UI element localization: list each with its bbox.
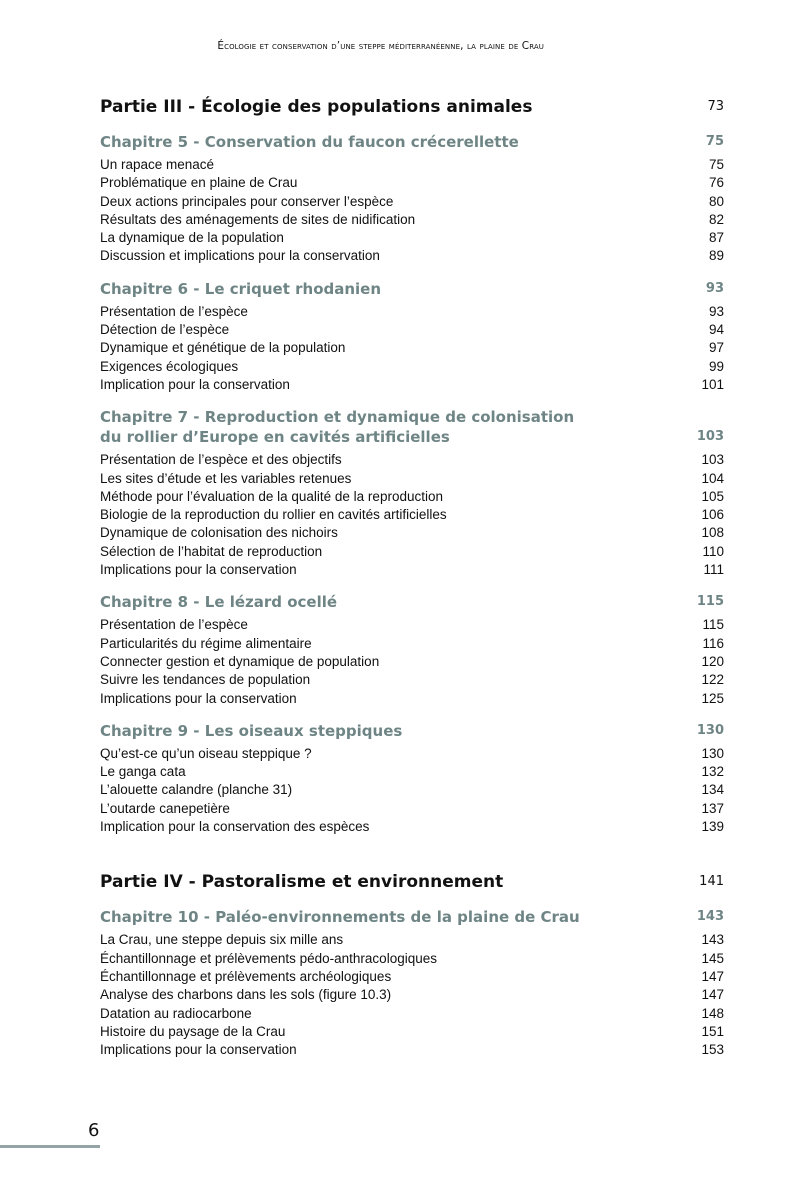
entry-page: 97 (708, 340, 724, 356)
entry-page: 82 (708, 211, 724, 227)
toc-entry[interactable] (100, 156, 724, 174)
entry-page: 75 (708, 157, 724, 172)
part-heading[interactable] (100, 870, 724, 894)
entry-label: Exigences écologiques (100, 358, 239, 374)
entry-page: 115 (702, 617, 724, 633)
entry-label: Connecter gestion et dynamique de population (100, 653, 380, 669)
toc-entry[interactable] (100, 1023, 724, 1041)
toc-entry[interactable] (100, 488, 724, 506)
entry-label: Problématique en plaine de Crau (100, 175, 298, 191)
toc-entry[interactable] (100, 321, 724, 339)
entry-label: Particularités du régime alimentaire (100, 635, 312, 651)
entry-label: Datation au radiocarbone (100, 1005, 252, 1021)
toc-entry[interactable] (100, 931, 724, 949)
chapter-page: 130 (696, 722, 724, 738)
chapter-heading[interactable] (100, 407, 724, 447)
entry-page: 130 (701, 745, 724, 761)
part-page: 73 (707, 99, 724, 114)
toc-entry[interactable] (100, 950, 724, 968)
entry-label: Le ganga cata (100, 764, 186, 780)
entry-label: Biologie de la reproduction du rollier en cavités artificielles (100, 507, 447, 523)
chapter-page: 143 (696, 909, 724, 925)
entry-label: Méthode pour l’évaluation de la qualité de la reproduction (100, 488, 443, 504)
chapter-heading[interactable] (100, 132, 724, 152)
entry-label: Sélection de l’habitat de reproduction (100, 543, 323, 559)
entry-page: 153 (701, 1042, 724, 1058)
entry-page: 103 (701, 452, 724, 468)
toc-entry[interactable] (100, 781, 724, 799)
running-head: Écologie et conservation d’une steppe méditerranéenne, la plaine de Crau (217, 40, 544, 52)
entry-page: 106 (701, 507, 724, 523)
toc-entry[interactable] (100, 745, 724, 763)
toc-entry[interactable] (100, 193, 724, 211)
toc-entry[interactable] (100, 986, 724, 1004)
chapter-title-line: Chapitre 5 - Conservation du faucon crécerellette (100, 133, 519, 151)
entry-label: Échantillonnage et prélèvements archéologiques (100, 968, 392, 984)
entry-page: 94 (708, 322, 724, 338)
table-of-contents (100, 95, 724, 1059)
entry-label: Implications pour la conservation (100, 690, 297, 706)
entry-page: 87 (708, 230, 724, 246)
toc-entry[interactable] (100, 543, 724, 561)
entry-page: 137 (701, 800, 724, 816)
entry-label: Implications pour la conservation (100, 562, 297, 578)
part-page: 141 (699, 874, 724, 890)
chapter-title-line: Chapitre 10 - Paléo-environnements de la plaine de Crau (100, 908, 580, 927)
entry-label: Résultats des aménagements de sites de nidification (100, 211, 416, 227)
chapter-page: 115 (696, 594, 724, 610)
entry-label: La Crau, une steppe depuis six mille ans (100, 932, 344, 948)
toc-entry[interactable] (100, 451, 724, 469)
toc-entry[interactable] (100, 211, 724, 229)
entry-label: Présentation de l’espèce (100, 303, 248, 319)
toc-entry[interactable] (100, 1005, 724, 1023)
entry-page: 134 (701, 782, 724, 798)
entry-label: Dynamique et génétique de la population (100, 340, 346, 356)
toc-entry[interactable] (100, 968, 724, 986)
entry-page: 139 (701, 819, 724, 835)
part-title: Partie IV - Pastoralisme et environnement (100, 872, 504, 893)
part-title: Partie III - Écologie des populations animales (100, 97, 533, 117)
entry-label: Implications pour la conservation (100, 1042, 297, 1058)
page-number: 6 (88, 1120, 100, 1141)
entry-page: 99 (708, 358, 724, 374)
entry-page: 104 (701, 470, 724, 486)
entry-page: 80 (708, 193, 724, 209)
entry-label: Discussion et implications pour la conservation (100, 248, 380, 264)
toc-entry[interactable] (100, 376, 724, 394)
chapter-page: 103 (696, 429, 724, 445)
chapter-heading[interactable] (100, 592, 724, 612)
entry-page: 105 (701, 488, 724, 504)
toc-entry[interactable] (100, 174, 724, 192)
entry-label: Implication pour la conservation des espèces (100, 819, 370, 835)
entry-label: Analyse des charbons dans les sols (figure 10.3) (100, 987, 392, 1003)
toc-entry[interactable] (100, 616, 724, 634)
entry-page: 151 (701, 1023, 724, 1039)
toc-entry[interactable] (100, 229, 724, 247)
toc-entry[interactable] (100, 524, 724, 542)
entry-page: 108 (701, 525, 724, 541)
entry-label: L’outarde canepetière (100, 800, 230, 816)
toc-entry[interactable] (100, 763, 724, 781)
entry-label: Qu’est-ce qu’un oiseau steppique ? (100, 745, 312, 761)
chapter-title-line: Chapitre 9 - Les oiseaux steppiques (100, 721, 403, 740)
entry-label: Présentation de l’espèce (100, 617, 248, 633)
entry-label: Dynamique de colonisation des nichoirs (100, 525, 338, 541)
entry-label: Un rapace menacé (100, 157, 215, 172)
entry-page: 125 (701, 690, 724, 706)
toc-entry[interactable] (100, 800, 724, 818)
entry-label: Histoire du paysage de la Crau (100, 1023, 286, 1039)
part-heading[interactable] (100, 95, 724, 119)
chapter-title (100, 907, 580, 927)
chapter-title-line: Chapitre 7 - Reproduction et dynamique de colonisation (100, 408, 575, 427)
entry-label: Suivre les tendances de population (100, 672, 311, 688)
entry-page: 76 (708, 175, 724, 191)
entry-page: 145 (701, 950, 724, 966)
chapter-title (100, 592, 337, 612)
entry-label: L’alouette calandre (planche 31) (100, 782, 293, 798)
toc-entry[interactable] (100, 671, 724, 689)
chapter-title (100, 132, 519, 152)
chapter-heading[interactable] (100, 907, 724, 927)
entry-label: Présentation de l’espèce et des objectifs (100, 452, 342, 468)
toc-entry[interactable] (100, 1041, 724, 1059)
entry-page: 147 (701, 968, 724, 984)
entry-page: 132 (701, 764, 724, 780)
footer-rule (0, 1145, 100, 1148)
entry-label: Détection de l’espèce (100, 322, 230, 338)
chapter-title (100, 407, 574, 447)
chapter-title (100, 279, 381, 299)
entry-page: 122 (701, 672, 724, 688)
entry-page: 116 (702, 635, 724, 651)
toc-entry[interactable] (100, 506, 724, 524)
toc-entry[interactable] (100, 303, 724, 321)
toc-entry[interactable] (100, 635, 724, 653)
toc-entry[interactable] (100, 339, 724, 357)
entry-page: 101 (701, 376, 724, 392)
chapter-title (100, 721, 402, 741)
toc-entry[interactable] (100, 470, 724, 488)
entry-label: Échantillonnage et prélèvements pédo-anthracologiques (100, 950, 437, 966)
entry-label: Deux actions principales pour conserver l’espèce (100, 193, 394, 209)
chapter-title-line: du rollier d’Europe en cavités artificielles (100, 428, 450, 447)
chapter-page: 75 (705, 134, 724, 149)
entry-page: 148 (701, 1005, 724, 1021)
chapter-title-line: Chapitre 6 - Le criquet rhodanien (100, 279, 382, 298)
toc-entry[interactable] (100, 653, 724, 671)
entry-page: 111 (703, 562, 724, 578)
toc-entry[interactable] (100, 818, 724, 836)
chapter-heading[interactable] (100, 279, 724, 299)
toc-entry[interactable] (100, 358, 724, 376)
chapter-heading[interactable] (100, 721, 724, 741)
entry-page: 89 (708, 248, 724, 264)
toc-entry[interactable] (100, 561, 724, 579)
entry-label: Les sites d’étude et les variables retenues (100, 470, 352, 486)
entry-page: 93 (708, 303, 724, 319)
toc-entry[interactable] (100, 247, 724, 265)
entry-label: Implication pour la conservation (100, 376, 290, 392)
entry-page: 120 (701, 653, 724, 669)
toc-entry[interactable] (100, 690, 724, 708)
entry-page: 143 (701, 932, 724, 948)
entry-page: 147 (701, 987, 724, 1003)
entry-label: La dynamique de la population (100, 230, 284, 246)
chapter-page: 93 (705, 280, 724, 296)
entry-page: 110 (702, 543, 724, 559)
chapter-title-line: Chapitre 8 - Le lézard ocellé (100, 593, 338, 612)
